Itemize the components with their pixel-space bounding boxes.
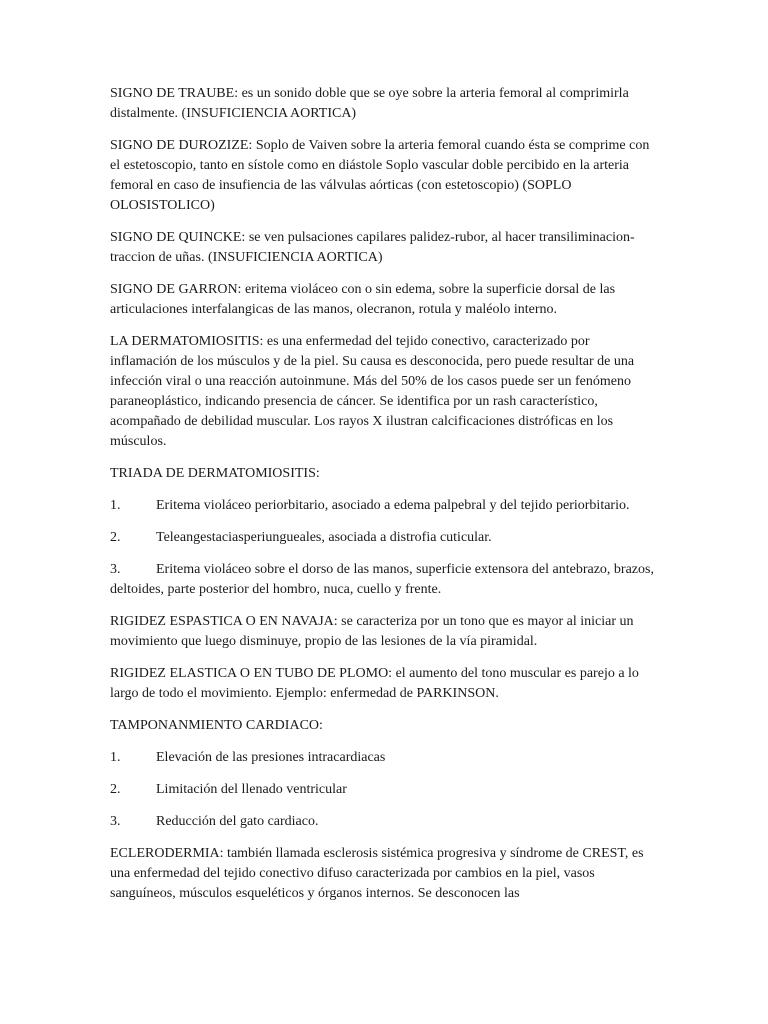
list-item-number: 2. [110, 782, 121, 797]
paragraph-signo-durozize: SIGNO DE DUROZIZE: Soplo de Vaiven sobre la arteria femoral cuando ésta se comprime con el estetoscopio, tanto en sístole como en diástole Soplo vascular doble percibido en la arteria femoral en caso de insufiencia de las válvulas aórticas (con estetoscopio) (SOPLO OLOSISTOLICO) [110, 138, 650, 213]
list-item [110, 528, 655, 548]
list-item-text: Eritema violáceo periorbitario, asociado a edema palpebral y del tejido periorbitario. [156, 498, 630, 513]
list-item-text: Elevación de las presiones intracardiacas [156, 750, 386, 765]
list-item-text: Reducción del gato cardiaco. [156, 814, 319, 829]
list-item [110, 748, 655, 768]
list-item [110, 560, 655, 600]
paragraph-signo-garron: SIGNO DE GARRON: eritema violáceo con o sin edema, sobre la superficie dorsal de las articulaciones interfalangicas de las manos, olecranon, rotula y maléolo interno. [110, 282, 616, 317]
list-item-number: 2. [110, 530, 121, 545]
list-item [110, 496, 655, 516]
list-item [110, 812, 655, 832]
paragraph-rigidez-elastica: RIGIDEZ ELASTICA O EN TUBO DE PLOMO: el aumento del tono muscular es parejo a lo largo de todo el movimiento. Ejemplo: enfermedad de PARKINSON. [110, 666, 639, 701]
list-item-number: 1. [110, 498, 121, 513]
heading-triada-dermatomiositis: TRIADA DE DERMATOMIOSITIS: [110, 466, 320, 481]
paragraph-dermatomiositis: LA DERMATOMIOSITIS: es una enfermedad del tejido conectivo, caracterizado por inflamación de los músculos y de la piel. Su causa es desconocida, pero puede resultar de una infección viral o una reacción autoinmune. Más del 50% de los casos puede ser un fenómeno paraneoplástico, indicando presencia de cáncer. Se identifica por un rash característico, acompañado de debilidad muscular. Los rayos X ilustran calcificaciones distróficas en los músculos. [110, 334, 635, 449]
paragraph-signo-traube: SIGNO DE TRAUBE: es un sonido doble que se oye sobre la arteria femoral al comprimirla distalmente. (INSUFICIENCIA AORTICA) [110, 86, 629, 121]
list-item-number: 1. [110, 750, 121, 765]
list-item-text: Teleangestaciasperiungueales, asociada a distrofia cuticular. [156, 530, 492, 545]
list-item-number: 3. [110, 562, 121, 577]
list-item [110, 780, 655, 800]
paragraph-esclerodermia: ECLERODERMIA: también llamada esclerosis sistémica progresiva y síndrome de CREST, es una enfermedad del tejido conectivo difuso caracterizada por cambios en la piel, vasos sanguíneos, músculos esqueléticos y órganos internos. Se desconocen las [110, 846, 644, 901]
list-item-text: Limitación del llenado ventricular [156, 782, 347, 797]
paragraph-signo-quincke: SIGNO DE QUINCKE: se ven pulsaciones capilares palidez-rubor, al hacer transiliminacion-traccion de uñas. (INSUFICIENCIA AORTICA) [110, 230, 635, 265]
document-body [110, 84, 655, 916]
list-item-text: Eritema violáceo sobre el dorso de las manos, superficie extensora del antebrazo, brazos, deltoides, parte posterior del hombro, nuca, cuello y frente. [110, 562, 654, 597]
heading-taponamiento-cardiaco: TAMPONANMIENTO CARDIACO: [110, 718, 323, 733]
paragraph-rigidez-espastica: RIGIDEZ ESPASTICA O EN NAVAJA: se caracteriza por un tono que es mayor al iniciar un movimiento que luego disminuye, propio de las lesiones de la vía piramidal. [110, 614, 634, 649]
list-item-number: 3. [110, 814, 121, 829]
